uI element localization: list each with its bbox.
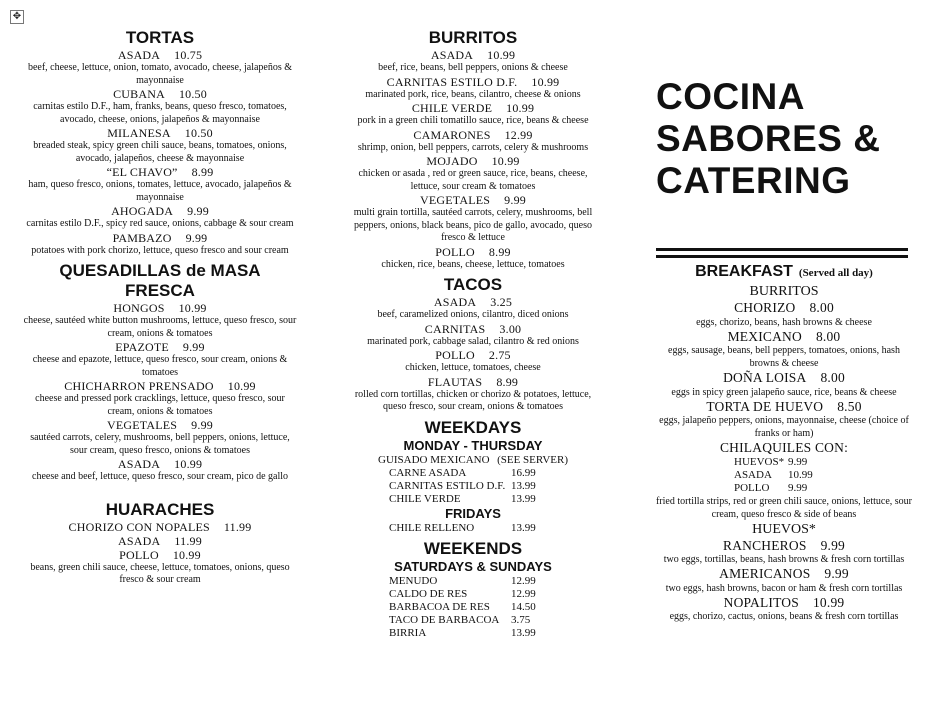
section-title-weekdays: WEEKDAYS: [424, 417, 522, 437]
breakfast-title: [654, 262, 914, 283]
menu-item-description: beef, cheese, lettuce, onion, tomato, avocado, cheese, jalapeños & mayonnaise: [27, 62, 293, 86]
item-label: CARNITAS: [424, 321, 486, 336]
menu-item-description: chicken, rice, beans, cheese, lettuce, tomatoes: [381, 258, 565, 270]
row-name: BIRRIA: [389, 626, 427, 639]
item-price: 9.99: [191, 418, 213, 432]
menu-item-description: pork in a green chili tomatillo sauce, rice, beans & cheese: [357, 115, 589, 126]
breakfast-title-text: BREAKFAST: [695, 263, 793, 280]
section-title-burritos: BURRITOS: [428, 28, 518, 47]
item-price: 10.99: [531, 74, 560, 89]
menu-item-name: [22, 340, 298, 354]
item-label: DOÑA LOISA: [723, 370, 807, 385]
row-name: TACO DE BARBACOA: [389, 613, 500, 626]
menu-item-description: eggs in spicy green jalapeño sauce, rice, beans & cheese: [671, 386, 897, 398]
menu-item-description: carnitas estilo D.F., spicy red sauce, onions, cabbage & sour cream: [26, 218, 294, 229]
breakfast-note: (Served all day): [798, 267, 873, 279]
quesadillas-title-line2: FRESCA: [125, 281, 195, 300]
menu-item-description: marinated pork, cabbage salad, cilantro & red onions: [367, 335, 579, 347]
row-name: CARNITAS ESTILO D.F.: [389, 479, 506, 492]
price-row: [734, 456, 834, 469]
chilaquiles-title: CHILAQUILES CON:: [719, 440, 849, 455]
item-label: EPAZOTE: [115, 340, 169, 354]
item-label: AMERICANOS: [719, 566, 811, 581]
menu-item-description: marinated pork, rice, beans, cilantro, cheese & onions: [365, 88, 581, 100]
item-price: 8.00: [820, 370, 845, 385]
weekends-subtitle: SATURDAYS & SUNDAYS: [394, 558, 552, 574]
huaraches-list: [22, 520, 298, 562]
section-title-tortas: TORTAS: [125, 28, 195, 47]
item-price: 12.99: [504, 127, 533, 142]
price-row: [389, 522, 557, 535]
chilaquiles-rows: [734, 456, 834, 495]
row-name: CHILE VERDE: [389, 492, 461, 505]
menu-item-description: sautéed carrots, celery, mushrooms, bell peppers, onions, lettuce, sour cream, queso fresco, onions & tomatoes: [30, 432, 290, 456]
item-label: VEGETALES: [420, 193, 491, 207]
menu-item-name: [346, 245, 600, 259]
item-label: CHORIZO CON NOPALES: [68, 519, 210, 534]
item-label: CHILE VERDE: [411, 101, 493, 115]
item-price: 10.99: [506, 101, 535, 115]
row-name: CHILE RELLENO: [389, 521, 475, 534]
menu-item-name: [346, 75, 600, 89]
menu-item-description: cheese and pressed pork cracklings, lettuce, queso fresco, sour cream, onions & tomatoes: [35, 393, 285, 417]
item-label: CARNITAS ESTILO D.F.: [386, 74, 518, 89]
item-label: ASADA: [117, 457, 161, 471]
item-label: VEGETALES: [107, 418, 178, 432]
section-title-huaraches: HUARACHES: [105, 499, 215, 519]
menu-item-name: [22, 204, 298, 218]
menu-item-description: breaded steak, spicy green chili sauce, beans, tomatoes, onions, avocado, jalapeños, cheese & mayonnaise: [33, 140, 287, 164]
tortas-list: [22, 48, 298, 257]
row-name: POLLO: [734, 481, 770, 494]
menu-item-name: [346, 322, 600, 336]
quesadillas-title-line1: QUESADILLAS de MASA: [59, 261, 261, 280]
price-row: [389, 614, 557, 627]
item-price: 8.99: [488, 244, 511, 259]
restaurant-name: [656, 76, 924, 202]
item-price: 8.99: [496, 374, 519, 389]
item-price: 9.99: [182, 340, 205, 354]
menu-item-description: chicken or asada , red or green sauce, rice, beans, cheese, lettuce, sour cream & tomatoes: [358, 168, 588, 192]
guisado-name: GUISADO MEXICANO: [378, 453, 490, 466]
item-price: 9.99: [824, 566, 849, 581]
menu-item-description: potatoes with pork chorizo, lettuce, queso fresco and sour cream: [31, 244, 289, 256]
fridays-title: FRIDAYS: [445, 505, 501, 521]
menu-item-name: [654, 399, 914, 415]
item-price: 11.99: [223, 519, 252, 534]
item-label: ASADA: [118, 533, 161, 548]
huevos-list: [654, 538, 914, 624]
price-row: [389, 480, 557, 493]
menu-item-description: beef, rice, beans, bell peppers, onions & cheese: [378, 62, 568, 73]
menu-item-name: [346, 128, 600, 142]
menu-item-description: eggs, jalapeño peppers, onions, mayonnaise, cheese (choice of franks or ham): [659, 415, 909, 439]
row-price: 12.99: [511, 587, 536, 600]
section-title-weekends: WEEKENDS: [423, 538, 523, 558]
menu-item-name: [346, 48, 600, 62]
item-price: 10.99: [491, 154, 520, 168]
section-title-tacos: TACOS: [443, 275, 503, 294]
menu-item-name: [22, 379, 298, 393]
item-price: 10.99: [227, 379, 256, 393]
menu-item-name: [22, 418, 298, 432]
item-price: 9.99: [820, 537, 845, 553]
menu-column-left: [22, 28, 298, 587]
menu-item-name: [654, 595, 914, 611]
guisado-price: (SEE SERVER): [497, 453, 568, 466]
huaraches-description: beans, green chili sauce, cheese, lettuce, tomatoes, onions, queso fresco & sour cream: [30, 561, 290, 585]
item-label: MOJADO: [426, 154, 478, 168]
item-label: POLLO: [119, 547, 159, 562]
menu-item-name: [22, 87, 298, 101]
breakfast-burritos-title: BURRITOS: [749, 284, 819, 299]
menu-item-name: [22, 48, 298, 62]
menu-item-description: two eggs, hash browns, bacon or ham & fresh corn tortillas: [665, 582, 903, 594]
item-price: 3.25: [490, 295, 513, 309]
weekday-rows: [389, 467, 557, 506]
row-price: 9.99: [788, 455, 808, 468]
menu-item-description: multi grain tortilla, sautéed carrots, celery, mushrooms, bell peppers, onions, black beans, pico de gallo, avocado, queso fresco & lettuce: [353, 207, 593, 243]
menu-item-description: shrimp, onion, bell peppers, carrots, celery & mushrooms: [357, 141, 589, 153]
item-price: 10.50: [184, 126, 213, 140]
menu-item-name: [22, 126, 298, 140]
menu-item-description: cheese and beef, lettuce, queso fresco, sour cream, pico de gallo: [32, 471, 288, 482]
item-label: CHICHARRON PRENSADO: [64, 379, 214, 393]
price-row: [389, 588, 557, 601]
item-label: POLLO: [435, 348, 475, 362]
row-price: 13.99: [511, 626, 536, 639]
item-label: MEXICANO: [727, 328, 802, 344]
item-price: 9.99: [187, 204, 209, 218]
row-price: 14.50: [511, 600, 536, 613]
weekend-rows: [389, 575, 557, 640]
menu-column-middle: [346, 28, 600, 640]
brand-line-3: CATERING: [656, 160, 851, 201]
menu-item-name: [22, 457, 298, 471]
menu-item-description: cheese and epazote, lettuce, queso fresco, sour cream, onions & tomatoes: [32, 354, 288, 378]
row-name: CARNE ASADA: [389, 466, 467, 479]
item-label: TORTA DE HUEVO: [706, 398, 824, 414]
menu-item-name: [22, 548, 298, 562]
item-price: 10.75: [174, 48, 203, 62]
menu-item-name: [22, 231, 298, 245]
chilaquiles-description: fried tortilla strips, red or green chili sauce, onions, lettuce, sour cream, queso fresco & side of beans: [655, 495, 913, 520]
guisado-row: [378, 454, 568, 467]
menu-item-description: beef, caramelized onions, cilantro, diced onions: [377, 309, 569, 320]
item-price: 10.99: [178, 301, 207, 315]
price-row: [389, 493, 557, 506]
menu-item-name: [22, 165, 298, 179]
item-price: 9.99: [504, 193, 526, 207]
item-price: 10.99: [812, 594, 845, 610]
menu-item-name: [22, 534, 298, 548]
item-label: MILANESA: [107, 126, 171, 140]
item-price: 10.99: [174, 457, 203, 471]
menu-item-name: [654, 300, 914, 316]
item-label: CUBANA: [113, 87, 165, 101]
item-label: CHORIZO: [734, 300, 796, 315]
item-price: 2.75: [488, 348, 511, 362]
weekdays-subtitle: MONDAY - THURSDAY: [403, 437, 543, 453]
price-row: [734, 469, 834, 482]
row-price: 13.99: [511, 479, 536, 492]
friday-rows: [389, 522, 557, 535]
huevos-title: HUEVOS*: [752, 521, 816, 537]
item-label: NOPALITOS: [723, 594, 799, 610]
menu-item-name: [346, 154, 600, 168]
brand-line-2: SABORES &: [656, 118, 881, 159]
section-title-quesadillas: [22, 261, 298, 301]
row-name: MENUDO: [389, 574, 438, 587]
item-price: 8.00: [809, 300, 834, 315]
item-price: 3.00: [499, 321, 522, 336]
row-price: 3.75: [511, 613, 531, 626]
item-label: “EL CHAVO”: [106, 165, 178, 179]
row-name: BARBACOA DE RES: [389, 600, 490, 613]
menu-item-name: [22, 301, 298, 315]
burritos-list: [346, 48, 600, 271]
item-price: 10.99: [172, 547, 201, 562]
row-price: 10.99: [788, 468, 813, 481]
item-price: 10.50: [178, 87, 207, 101]
menu-item-name: [654, 566, 914, 582]
item-label: ASADA: [433, 295, 477, 309]
menu-item-name: [346, 101, 600, 115]
price-row: [734, 482, 834, 495]
row-price: 12.99: [511, 574, 536, 587]
row-price: 13.99: [511, 521, 536, 534]
tacos-list: [346, 295, 600, 414]
item-price: 11.99: [174, 533, 202, 548]
menu-item-description: cheese, sautéed white button mushrooms, lettuce, queso fresco, sour cream, onions & tomatoes: [23, 315, 297, 339]
item-price: 8.00: [815, 328, 841, 344]
menu-item-name: [654, 370, 914, 386]
item-price: 8.50: [837, 398, 862, 414]
menu-item-description: eggs, chorizo, cactus, onions, beans & fresh corn tortillas: [669, 611, 899, 622]
item-label: ASADA: [430, 48, 474, 62]
row-price: 9.99: [788, 481, 808, 494]
menu-item-name: [654, 329, 914, 345]
item-label: RANCHEROS: [722, 537, 807, 553]
breakfast-burritos-list: [654, 300, 914, 440]
item-label: HONGOS: [113, 301, 165, 315]
menu-item-description: two eggs, tortillas, beans, hash browns & fresh corn tortillas: [663, 554, 905, 565]
divider-rule-bottom: [656, 255, 908, 258]
menu-item-description: chicken, lettuce, tomatoes, cheese: [405, 362, 541, 373]
menu-item-name: [346, 348, 600, 362]
menu-item-description: eggs, sausage, beans, bell peppers, tomatoes, onions, hash browns & cheese: [668, 345, 900, 369]
item-price: 10.99: [487, 48, 516, 62]
row-name: HUEVOS*: [734, 455, 785, 468]
menu-item-description: rolled corn tortillas, chicken or chorizo & potatoes, lettuce, queso fresco, sour cream, onions & tomatoes: [354, 388, 592, 412]
item-price: 9.99: [185, 230, 208, 245]
item-label: CAMARONES: [413, 127, 491, 142]
menu-item-name: [654, 538, 914, 554]
item-label: FLAUTAS: [427, 374, 483, 389]
menu-item-description: ham, queso fresco, onions, tomates, lettuce, avocado, jalapeños & mayonnaise: [28, 179, 292, 203]
item-label: POLLO: [435, 244, 475, 259]
breakfast-column: [654, 262, 914, 623]
menu-item-name: [346, 193, 600, 207]
row-name: ASADA: [734, 468, 772, 481]
item-label: AHOGADA: [111, 204, 174, 218]
menu-item-description: eggs, chorizo, beans, hash browns & cheese: [696, 316, 872, 328]
menu-item-name: [346, 295, 600, 309]
price-row: [389, 627, 557, 640]
item-label: ASADA: [117, 48, 161, 62]
menu-item-name: [22, 520, 298, 534]
price-row: [389, 467, 557, 480]
item-price: 8.99: [191, 165, 214, 179]
row-price: 16.99: [511, 466, 536, 479]
divider-rule-top: [656, 248, 908, 251]
brand-line-1: COCINA: [656, 76, 805, 117]
row-price: 13.99: [511, 492, 536, 505]
quesadillas-list: [22, 301, 298, 484]
menu-item-name: [346, 375, 600, 389]
menu-item-description: carnitas estilo D.F., ham, franks, beans, queso fresco, tomatoes, avocado, cheese, onions, jalapeños & mayonnaise: [33, 101, 287, 125]
price-row: [389, 575, 557, 588]
price-row: [389, 601, 557, 614]
item-label: PAMBAZO: [112, 230, 172, 245]
move-icon[interactable]: ✥: [10, 10, 24, 24]
row-name: CALDO DE RES: [389, 587, 468, 600]
